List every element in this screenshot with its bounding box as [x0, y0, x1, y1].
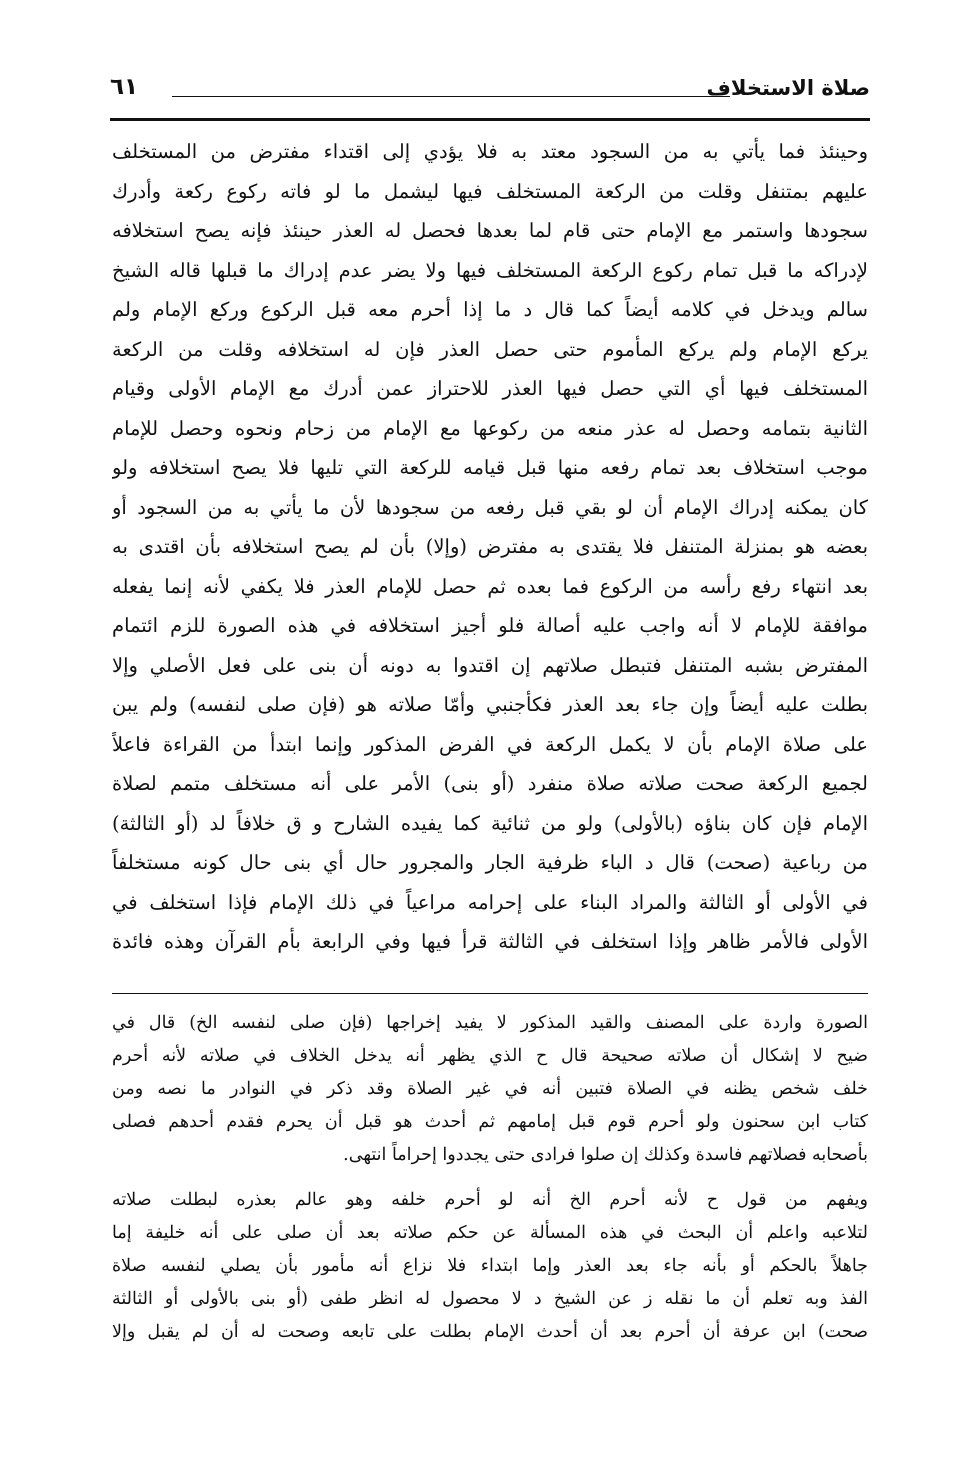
text-line: من رباعية (صحت) قال د الباء ظرفية الجار والمجرور حال أي بنى حال كونه مستخلفاً [112, 851, 868, 874]
header-rule [110, 118, 870, 121]
footnote-line: خلف شخص يظنه في الصلاة فتبين أنه في غير الصلاة وقد ذكر في النوادر ما نصه ومن [112, 1079, 868, 1099]
text-line: سالم ويدخل في كلامه أيضاً كما قال د ما إذا أحرم معه قبل الركوع وركع الإمام ولم [112, 298, 868, 321]
footnote-separator [112, 993, 868, 994]
text-line: كان يمكنه إدراك الإمام أن لو بقي قبل رفعه من سجودها لأن ما يأتي به من السجود أو [112, 495, 868, 519]
footnote-line: الصورة واردة على المصنف والقيد المذكور لا يفيد إخراجها (فإن صلى لنفسه الخ) قال في [112, 1013, 868, 1033]
running-title: صلاة الاستخلاف [706, 76, 870, 100]
footnotes [112, 1007, 868, 1349]
footnote-line: لتلاعبه واعلم أن البحث في هذه المسألة عن حكم صلاته بعد أن صلى على أنه خليفة إما [112, 1223, 868, 1243]
footnote-line: ويفهم من قول ح لأنه أحرم الخ أنه لو أحرم خلفه وهو عالم بعذره لبطلت صلاته [112, 1190, 868, 1210]
footnote-line: الفذ وبه تعلم أن ما نقله ز عن الشيخ د لا محصول له انظر طفى (أو بنى بالأولى أو الثالثة [112, 1289, 868, 1309]
text-line: المفترض بشبه المتنفل فتبطل صلاتهم إن اقتدوا به دونه أن بنى على فعل الأصلي وإلا [112, 653, 868, 677]
text-line: يركع الإمام ولم يركع المأموم حتى حصل العذر فإن له استخلافه وقلت من الركعة [112, 337, 868, 361]
text-line: على صلاة الإمام بأن لا يكمل الركعة في الفرض المذكور وإنما ابتدأ من القراءة فاعلاً [112, 732, 868, 756]
main-text [112, 132, 868, 962]
text-line: بطلت عليه أيضاً وإن جاء بعد العذر فكأجنبي وأمّا صلاته هو (فإن صلى لنفسه) ولم يبن [112, 693, 868, 716]
footnote-line: كتاب ابن سحنون ولو أحرم قوم قبل إمامهم ثم أحدث هو قبل أن يحرم فقدم أحدهم فصلى [112, 1112, 868, 1132]
text-line: موجب استخلاف بعد تمام رفعه منها قبل قيامه للركعة التي تليها فلا يصح استخلافه ولو [112, 456, 868, 479]
page-number: ٦١ [110, 74, 139, 100]
paragraph-gap [112, 1172, 868, 1184]
text-line: موافقة للإمام لا أنه واجب عليه أصالة فلو أجيز استخلافه في هذه الصورة للزم ائتمام [112, 614, 868, 637]
footnote-line: صحت) ابن عرفة أن أحرم بعد أن أحدث الإمام بطلت على تابعه وصحت له أن لم يقبل وإلا [112, 1322, 868, 1342]
text-line: عليهم بمتنفل وقلت من الركعة المستخلف فيها ليشمل ما لو فاته ركوع ركعة وأدرك [112, 179, 868, 203]
text-line: الثانية بتمامه وحصل له عذر منعه من ركوعها مع الإمام من زحام ونحوه وحصل للإمام [112, 416, 868, 440]
footnote-line: جاهلاً بالحكم أو بأنه جاء بعد العذر وإما ابتداء فلا نزاع أنه مأمور بأن يصلي لنفسه صلاة [112, 1256, 868, 1276]
text-line: بعد انتهاء رفع رأسه من الركوع فما بعده ثم حصل للإمام العذر فلا يكفي لأنه إنما يفعله [112, 574, 868, 598]
text-line: الإمام فإن كان بناؤه (بالأولى) ولو من ثنائية كما يفيده الشارح و ق خلافاً لد (أو الثالثة) [112, 811, 868, 835]
page-header [110, 70, 870, 116]
text-line: لإدراكه ما قبل تمام ركوع الركعة المستخلف فيها ولا يضر عدم إدراك ما قبلها قاله الشيخ [112, 258, 868, 282]
text-line: المستخلف فيها أي التي حصل فيها العذر للاحتراز عمن أدرك مع الإمام الأولى وقيام [112, 377, 868, 400]
text-line: الأولى فالأمر ظاهر وإذا استخلف في الثالثة قرأ فيها وفي الرابعة بأم القرآن وهذه فائدة [112, 930, 868, 953]
footnote-line: ضيح لا إشكال أن صلاته صحيحة قال ح الذي يظهر أنه يدخل الخلاف في صلاته لأنه أحرم [112, 1046, 868, 1066]
footnote-line: بأصحابه فصلاتهم فاسدة وكذلك إن صلوا فرادى حتى يجددوا إحراماً انتهى. [343, 1145, 868, 1165]
text-line: وحينئذ فما يأتي به من السجود معتد به فلا يؤدي إلى اقتداء مفترض من المستخلف [112, 140, 868, 163]
text-line: سجودها واستمر مع الإمام حتى قام لما بعدها فحصل له العذر حينئذ فإنه يصح استخلافه [112, 219, 868, 242]
header-line [172, 96, 730, 97]
text-line: في الأولى أو الثالثة والمراد البناء على إحرامه مراعياً في ذلك الإمام فإذا استخلف في [112, 890, 868, 914]
text-line: بعضه هو بمنزلة المتنفل فلا يقتدى به مفترض (وإلا) بأن لم يصح استخلافه بأن اقتدى به [112, 535, 868, 558]
text-line: لجميع الركعة صحت صلاته صلاة منفرد (أو بنى) الأمر على أنه مستخلف متمم لصلاة [112, 772, 868, 795]
